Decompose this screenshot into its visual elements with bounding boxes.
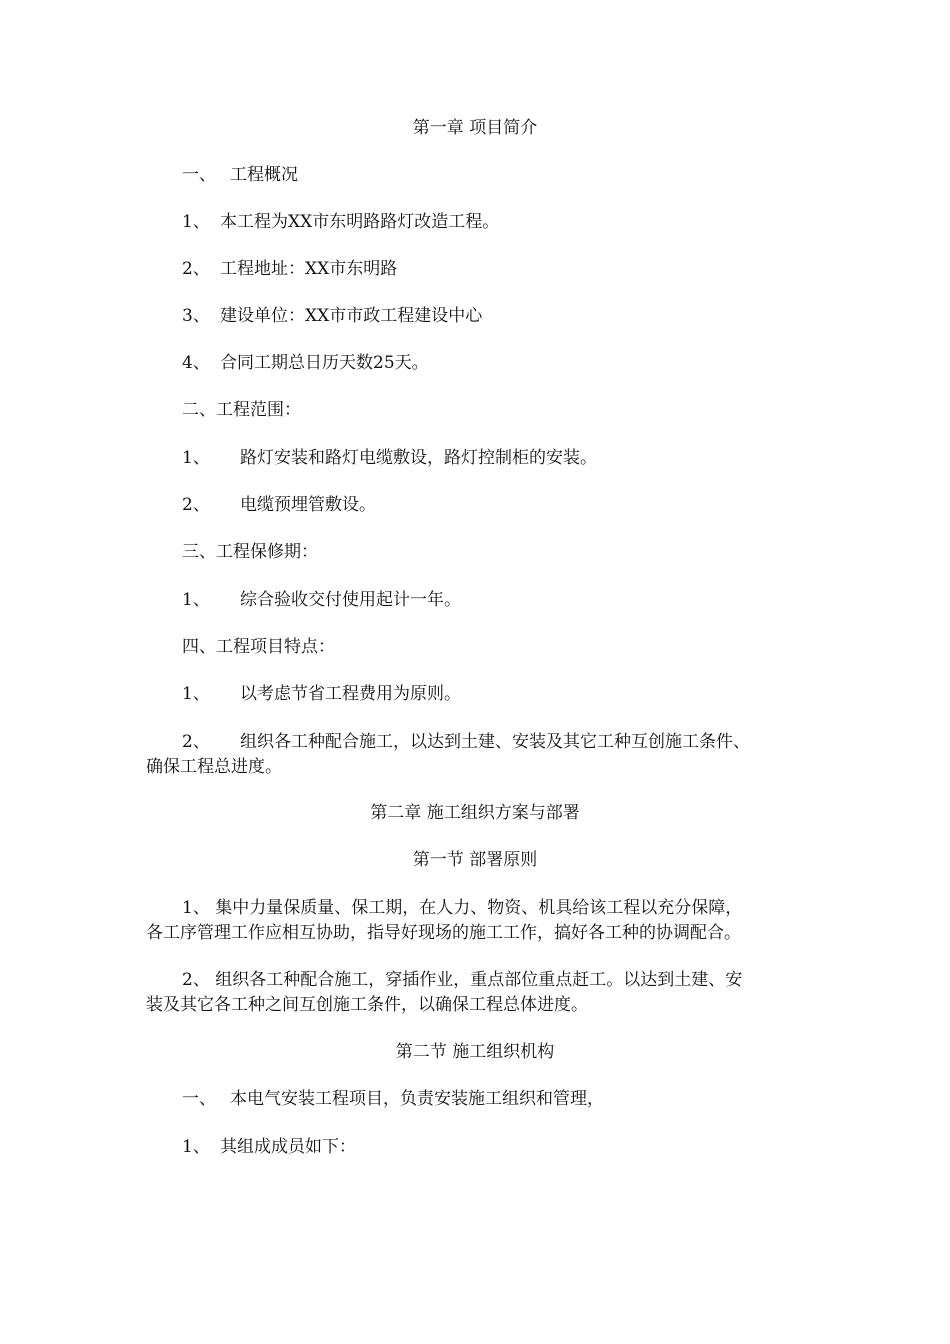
list-item-number: 1、	[182, 1137, 210, 1157]
section-title: 第二节 施工组织机构	[395, 1042, 555, 1062]
list-item-number: 1、	[182, 448, 210, 468]
list-item-text: 合同工期总日历天数25天。	[220, 353, 429, 373]
list-item	[182, 1136, 356, 1158]
list-item-number: 1、	[182, 684, 210, 704]
list-item-number: 1、	[182, 212, 210, 232]
list-item	[182, 352, 429, 374]
list-item-text: 电缆预埋管敷设。	[240, 495, 376, 515]
list-item-text: 组织各工种配合施工，以达到土建、安装及其它工种互创施工条件、	[240, 732, 750, 752]
section-title: 第一节 部署原则	[412, 850, 538, 870]
chapter-1-title: 第一章 项目简介	[412, 118, 538, 138]
list-item	[182, 589, 461, 611]
section-1-label: 工程概况	[230, 165, 298, 185]
list-item-text: 综合验收交付使用起计一年。	[240, 590, 461, 610]
paragraph-line: 2、 组织各工种配合施工，穿插作业，重点部位重点赶工。以达到土建、安	[182, 970, 743, 990]
list-item-number: 2、	[182, 495, 210, 515]
list-item-text: 本电气安装工程项目，负责安装施工组织和管理，	[230, 1089, 604, 1109]
list-item-text: 以考虑节省工程费用为原则。	[240, 684, 461, 704]
section-1-number: 一、	[182, 165, 216, 185]
list-item	[182, 731, 750, 753]
section-3-heading: 三、工程保修期：	[182, 542, 318, 562]
list-item-text: 工程地址：XX市东明路	[220, 259, 398, 279]
list-item-number: 3、	[182, 306, 210, 326]
list-item	[182, 447, 597, 469]
list-item-text: 建设单位：XX市市政工程建设中心	[220, 306, 483, 326]
list-item	[182, 305, 482, 327]
list-item	[182, 494, 376, 516]
list-item-number: 2、	[182, 259, 210, 279]
list-item	[182, 211, 499, 233]
list-item-number: 4、	[182, 353, 210, 373]
list-item	[182, 683, 461, 705]
list-item-text: 其组成成员如下：	[220, 1137, 356, 1157]
list-item-text: 本工程为XX市东明路路灯改造工程。	[220, 212, 500, 232]
list-item	[182, 258, 397, 280]
chapter-2-title: 第二章 施工组织方案与部署	[370, 803, 580, 823]
list-item-text: 路灯安装和路灯电缆敷设，路灯控制柜的安装。	[240, 448, 597, 468]
list-item-number: 2、	[182, 732, 210, 752]
paragraph-line: 各工序管理工作应相互协助，指导好现场的施工工作，搞好各工种的协调配合。	[146, 923, 741, 943]
list-item-continuation: 确保工程总进度。	[146, 757, 282, 777]
section-4-heading: 四、工程项目特点：	[182, 637, 335, 657]
section-1-heading	[182, 164, 298, 186]
list-item	[182, 1088, 604, 1110]
section-2-heading: 二、工程范围：	[182, 400, 301, 420]
paragraph-line: 装及其它各工种之间互创施工条件，以确保工程总体进度。	[146, 995, 588, 1015]
paragraph-line: 1、 集中力量保质量、保工期，在人力、物资、机具给该工程以充分保障，	[182, 898, 743, 918]
list-item-number: 一、	[182, 1089, 216, 1109]
list-item-number: 1、	[182, 590, 210, 610]
